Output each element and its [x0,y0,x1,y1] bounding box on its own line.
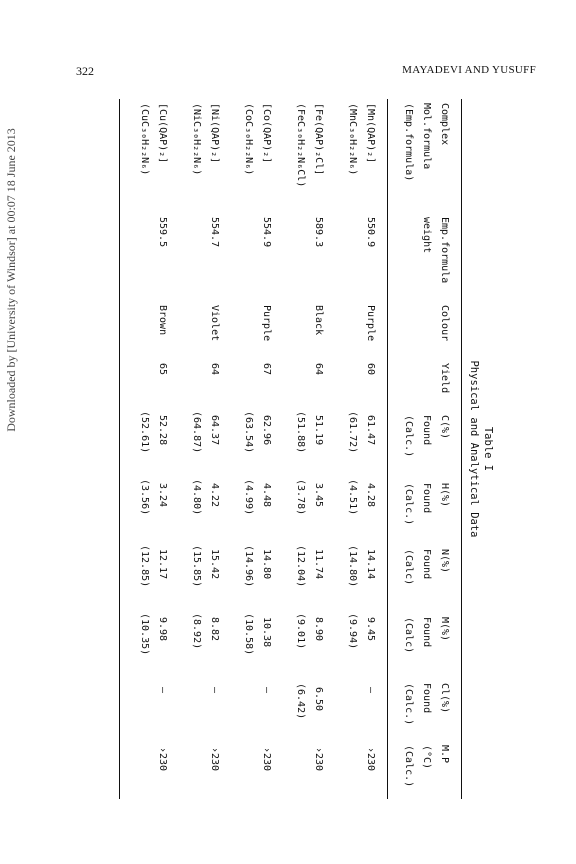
header-m-found: Found [421,617,432,648]
table-title: Table I [482,426,494,472]
cell-h-calc: (3.78) [295,479,306,516]
cell-c-calc: (63.54) [243,411,254,454]
cell-n-calc: (15.85) [191,545,202,588]
cell-m-found: 8.90 [313,617,324,642]
cell-m-calc: (8.92) [191,613,202,650]
cell-h-calc: (3.56) [139,479,150,516]
cell-cl-found: 6.50 [313,687,324,712]
cell-cl-found: — [157,687,168,694]
header-m-calc: (Calc) [403,617,414,654]
header-n-calc: (Calc) [403,549,414,586]
data-table [118,99,498,799]
cell-complex: [Cu(QAP)₂] [157,103,168,164]
cell-h-calc: (4.99) [243,479,254,516]
header-cl-found: Found [421,683,432,714]
cell-colour: Purple [365,305,376,342]
cell-h-calc: (4.80) [191,479,202,516]
cell-complex: [Fe(QAP)₂Cl] [313,103,324,176]
header-cl-calc: (Calc.) [403,683,414,726]
cell-weight: 554.9 [261,217,272,248]
header-c-found: Found [421,415,432,446]
cell-m-found: 10.38 [261,617,272,648]
cell-n-calc: (12.04) [295,545,306,588]
cell-yield: 67 [261,363,272,376]
cell-h-found: 3.45 [313,483,324,508]
cell-m-calc: (9.94) [347,613,358,650]
header-yield: Yield [439,363,450,394]
cell-m-found: 9.45 [365,617,376,642]
cell-c-calc: (52.61) [139,411,150,454]
header-mp: M.P [439,745,450,764]
cell-cl-found: — [209,687,220,694]
cell-m-calc: (10.58) [243,613,254,656]
cell-h-found: 4.22 [209,483,220,508]
cell-n-found: 14.14 [365,549,376,580]
table-top-rule [461,99,462,799]
cell-h-found: 3.24 [157,483,168,508]
header-m: M(%) [439,617,450,642]
cell-complex: [Ni(QAP)₂] [209,103,220,164]
cell-yield: 64 [313,363,324,376]
cell-c-calc: (64.87) [191,411,202,454]
cell-colour: Purple [261,305,272,342]
cell-m-found: 8.82 [209,617,220,642]
table-bottom-rule [119,99,120,799]
cell-colour: Brown [157,305,168,336]
cell-complex: [Mn(QAP)₂] [365,103,376,164]
page-number: 322 [76,64,94,78]
cell-yield: 65 [157,363,168,376]
cell-weight: 550.9 [365,217,376,248]
header-emp-weight-2: weight [421,217,432,254]
header-c: C(%) [439,415,450,440]
header-complex: Complex [439,103,450,146]
cell-h-found: 4.28 [365,483,376,508]
header-mp-unit: (°C) [421,745,432,770]
cell-cl-found: — [365,687,376,694]
cell-m-found: 9.98 [157,617,168,642]
header-emp-formula: (Emp.formula) [403,103,414,182]
header-mp-calc: (Calc.) [403,745,414,788]
cell-c-found: 62.96 [261,415,272,446]
header-cl: Cl(%) [439,683,450,714]
cell-formula: (NiC₃₀H₂₂N₆) [191,103,202,176]
cell-colour: Violet [209,305,220,342]
cell-m-calc: (10.35) [139,613,150,656]
cell-n-found: 14.80 [261,549,272,580]
cell-n-found: 15.42 [209,549,220,580]
cell-mp: ›230 [261,747,272,772]
cell-formula: (FeC₃₀H₂₂N₆Cl) [295,103,306,188]
header-h: H(%) [439,483,450,508]
cell-c-calc: (51.88) [295,411,306,454]
header-emp-weight: Emp.formula [439,217,450,284]
cell-n-found: 12.17 [157,549,168,580]
cell-h-calc: (4.51) [347,479,358,516]
cell-n-calc: (14.96) [243,545,254,588]
cell-mp: ›230 [157,747,168,772]
header-n: N(%) [439,549,450,574]
header-h-found: Found [421,483,432,514]
header-h-calc: (Calc.) [403,483,414,526]
cell-mp: ›230 [313,747,324,772]
cell-yield: 64 [209,363,220,376]
header-colour: Colour [439,305,450,342]
cell-cl-found: — [261,687,272,694]
cell-n-found: 11.74 [313,549,324,580]
table-subtitle: Physical and Analytical Data [468,360,480,538]
cell-n-calc: (14.80) [347,545,358,588]
watermark-text: Downloaded by [University of Windsor] at 00:07 18 June 2013 [4,128,18,432]
cell-c-found: 64.37 [209,415,220,446]
cell-c-calc: (61.72) [347,411,358,454]
cell-weight: 559.5 [157,217,168,248]
cell-c-found: 51.19 [313,415,324,446]
table-header-rule [387,99,388,799]
cell-formula: (CuC₃₀H₂₂N₆) [139,103,150,176]
header-n-found: Found [421,549,432,580]
running-head: MAYADEVI AND YUSUFF [402,64,536,76]
cell-mp: ›230 [209,747,220,772]
cell-n-calc: (12.85) [139,545,150,588]
cell-m-calc: (9.01) [295,613,306,650]
cell-complex: [Co(QAP)₂] [261,103,272,164]
header-c-calc: (Calc.) [403,415,414,458]
cell-c-found: 52.28 [157,415,168,446]
cell-yield: 60 [365,363,376,376]
cell-weight: 589.3 [313,217,324,248]
cell-mp: ›230 [365,747,376,772]
cell-formula: (CoC₃₀H₂₂N₆) [243,103,254,176]
cell-colour: Black [313,305,324,336]
cell-weight: 554.7 [209,217,220,248]
cell-cl-calc: (6.42) [295,683,306,720]
header-mol-formula: Mol.formula [421,103,432,170]
cell-formula: (MnC₃₀H₂₂N₆) [347,103,358,176]
cell-h-found: 4.48 [261,483,272,508]
cell-c-found: 61.47 [365,415,376,446]
